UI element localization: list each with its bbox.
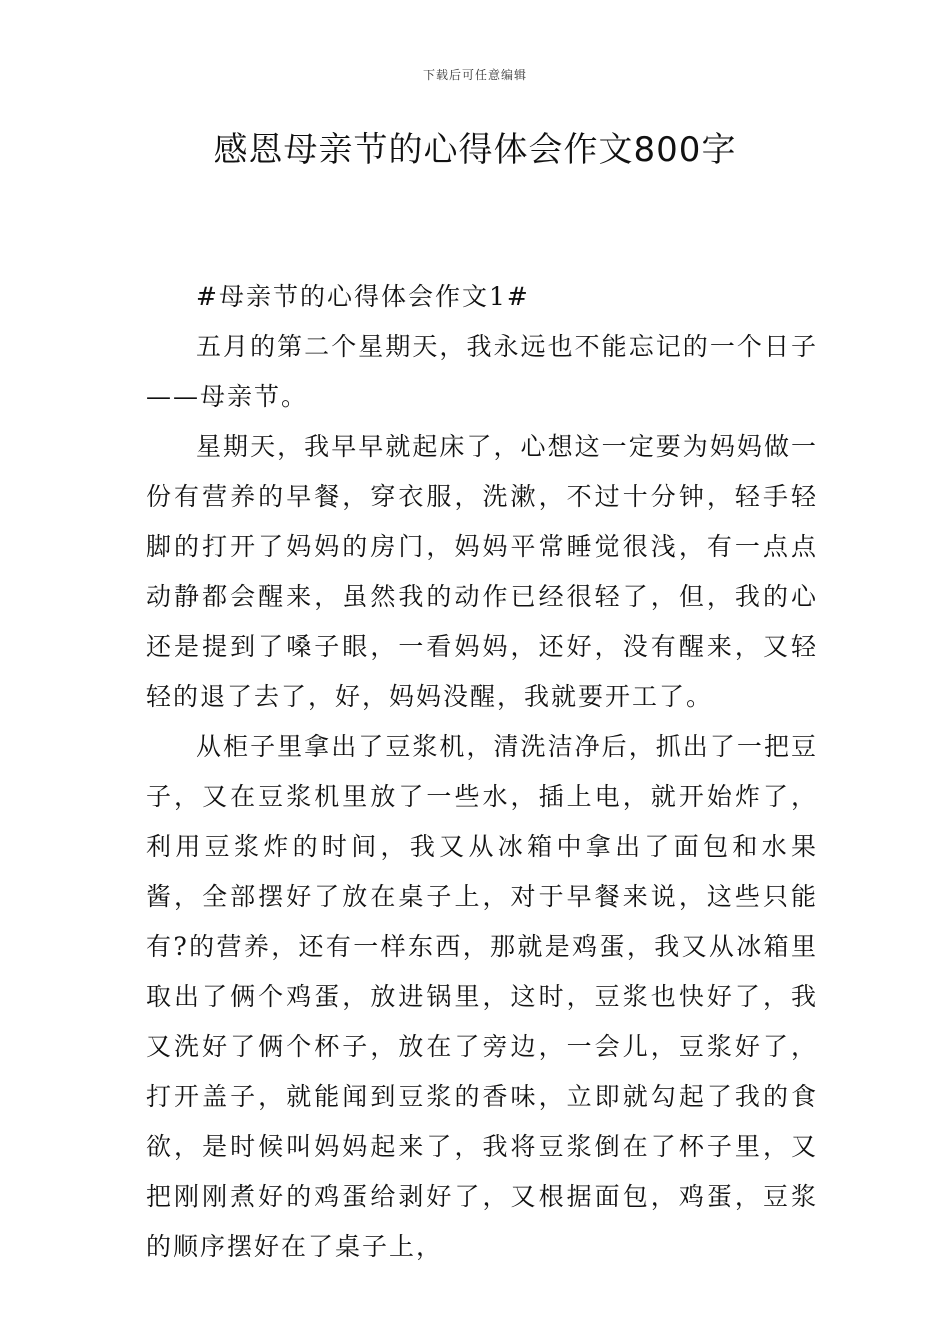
- section-heading: #母亲节的心得体会作文1#: [196, 282, 530, 311]
- page-title: 感恩母亲节的心得体会作文800字: [213, 130, 737, 170]
- paragraph-3: 从柜子里拿出了豆浆机，清洗洁净后，抓出了一把豆子，又在豆浆机里放了一些水，插上电，就开始炸了，利用豆浆炸的时间，我又从冰箱中拿出了面包和水果酱，全部摆好了放在桌子上，对于早餐来说，这些只能有?的营养，还有一样东西，那就是鸡蛋，我又从冰箱里取出了俩个鸡蛋，放进锅里，这时，豆浆也快好了，我又洗好了俩个杯子，放在了旁边，一会儿，豆浆好了，打开盖子，就能闻到豆浆的香味，立即就勾起了我的食欲，是时候叫妈妈起来了，我将豆浆倒在了杯子里，又把刚刚煮好的鸡蛋给剥好了，又根据面包，鸡蛋，豆浆的顺序摆好在了桌子上，: [146, 732, 818, 1261]
- document-body: [146, 272, 818, 1272]
- paragraph-1: 五月的第二个星期天，我永远也不能忘记的一个日子——母亲节。: [146, 332, 818, 411]
- paragraph-2: 星期天，我早早就起床了，心想这一定要为妈妈做一份有营养的早餐，穿衣服，洗漱，不过十分钟，轻手轻脚的打开了妈妈的房门，妈妈平常睡觉很浅，有一点点动静都会醒来，虽然我的动作已经很轻了，但，我的心还是提到了嗓子眼，一看妈妈，还好，没有醒来，又轻轻的退了去了，好，妈妈没醒，我就要开工了。: [146, 432, 818, 711]
- header-note: 下载后可任意编辑: [422, 68, 527, 82]
